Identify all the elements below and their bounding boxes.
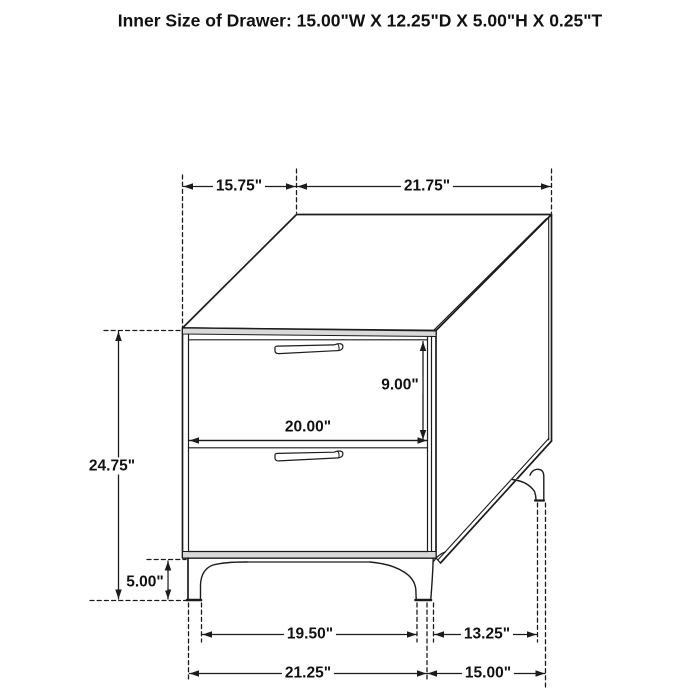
- dim-label-side-outer-depth: 15.00": [462, 664, 514, 681]
- dim-label-overall-height: 24.75": [86, 457, 138, 474]
- front-right-leg: [370, 552, 446, 600]
- dim-label-top-width: 21.75": [401, 177, 453, 194]
- dim-label-leg-height: 5.00": [123, 573, 167, 590]
- dim-label-drawer-front-width: 20.00": [282, 418, 334, 435]
- dim-label-front-outer-width: 21.25": [282, 664, 334, 681]
- dim-label-top-depth: 15.75": [213, 177, 265, 194]
- nightstand-front-face: [183, 328, 437, 558]
- front-left-leg: [187, 558, 370, 600]
- dim-label-drawer-front-height: 9.00": [378, 376, 422, 393]
- nightstand-top-face: [183, 215, 552, 332]
- dim-label-side-legs-span: 13.25": [461, 625, 513, 642]
- diagram-title: Inner Size of Drawer: 15.00"W X 12.25"D X 5.00"H X 0.25"T: [117, 10, 603, 31]
- dim-label-front-legs-inner-span: 19.50": [284, 625, 336, 642]
